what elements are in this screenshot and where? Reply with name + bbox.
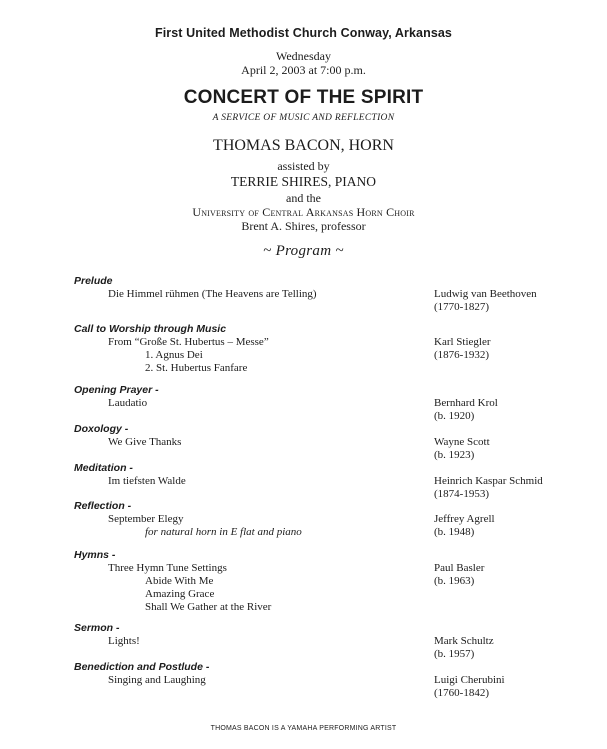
section-title: Hymns -: [74, 549, 116, 561]
event-date-time: April 2, 2003 at 7:00 p.m.: [241, 63, 366, 77]
piece-title: Im tiefsten Walde: [108, 475, 186, 487]
choir-director: Brent A. Shires, professor: [241, 219, 366, 233]
piece-subtitle: Abide With Me: [145, 575, 214, 587]
program-heading: ~ Program ~: [263, 243, 344, 259]
section-title: Meditation -: [74, 462, 133, 474]
piece-subtitle: Amazing Grace: [145, 588, 215, 600]
piece-title: From “Große St. Hubertus – Messe”: [108, 336, 269, 348]
composer-dates: (b. 1963): [434, 575, 475, 587]
composer-dates: (1876-1932): [434, 349, 489, 361]
composer-name: Paul Basler: [434, 562, 485, 574]
footer-note: THOMAS BACON IS A YAMAHA PERFORMING ARTIST: [210, 725, 397, 732]
composer-dates: (b. 1923): [434, 449, 475, 461]
piece-subtitle: for natural horn in E flat and piano: [145, 526, 302, 538]
choir-name: University of Central Arkansas Horn Choir: [192, 205, 415, 219]
section-title: Reflection -: [74, 500, 132, 512]
section-title: Opening Prayer -: [74, 384, 159, 396]
piece-title: Die Himmel rühmen (The Heavens are Telling): [108, 288, 317, 300]
piece-subtitle: 1. Agnus Dei: [145, 349, 203, 361]
composer-name: Luigi Cherubini: [434, 674, 505, 686]
piece-title: Laudatio: [108, 397, 148, 409]
composer-name: Wayne Scott: [434, 436, 490, 448]
piece-subtitle: Shall We Gather at the River: [145, 601, 272, 613]
concert-title-text: CONCERT OF THE SPIRIT: [183, 87, 424, 108]
piece-title: Lights!: [108, 635, 140, 647]
section-title: Doxology -: [74, 423, 129, 435]
section-title: Sermon -: [74, 622, 120, 634]
section-title: Call to Worship through Music: [74, 323, 227, 335]
composer-name: Karl Stiegler: [434, 336, 491, 348]
church-name: First United Methodist Church Conway, Arkansas: [154, 26, 452, 40]
composer-dates: (b. 1948): [434, 526, 475, 538]
composer-name: Ludwig van Beethoven: [434, 288, 537, 300]
concert-subtitle: A SERVICE OF MUSIC AND REFLECTION: [212, 113, 395, 123]
piece-subtitle: 2. St. Hubertus Fanfare: [145, 362, 248, 374]
concert-title: [0, 87, 607, 109]
composer-dates: (1770-1827): [434, 301, 489, 313]
composer-name: Heinrich Kaspar Schmid: [434, 475, 543, 487]
event-day: Wednesday: [275, 49, 331, 63]
performer: THOMAS BACON, HORN: [213, 137, 394, 154]
piece-title: Singing and Laughing: [108, 674, 206, 686]
composer-dates: (1874-1953): [434, 488, 489, 500]
piece-title: Three Hymn Tune Settings: [108, 562, 227, 574]
piece-title: We Give Thanks: [108, 436, 182, 448]
piece-title: September Elegy: [108, 513, 184, 525]
composer-name: Mark Schultz: [434, 635, 494, 647]
composer-dates: (1760-1842): [434, 687, 489, 699]
pianist: TERRIE SHIRES, PIANO: [230, 174, 377, 189]
composer-dates: (b. 1920): [434, 410, 475, 422]
composer-name: Jeffrey Agrell: [434, 513, 495, 525]
composer-dates: (b. 1957): [434, 648, 475, 660]
section-title: Prelude: [74, 275, 113, 287]
and-the: and the: [286, 191, 321, 205]
section-title: Benediction and Postlude -: [74, 661, 210, 673]
assisted-by: assisted by: [277, 159, 330, 173]
composer-name: Bernhard Krol: [434, 397, 498, 409]
